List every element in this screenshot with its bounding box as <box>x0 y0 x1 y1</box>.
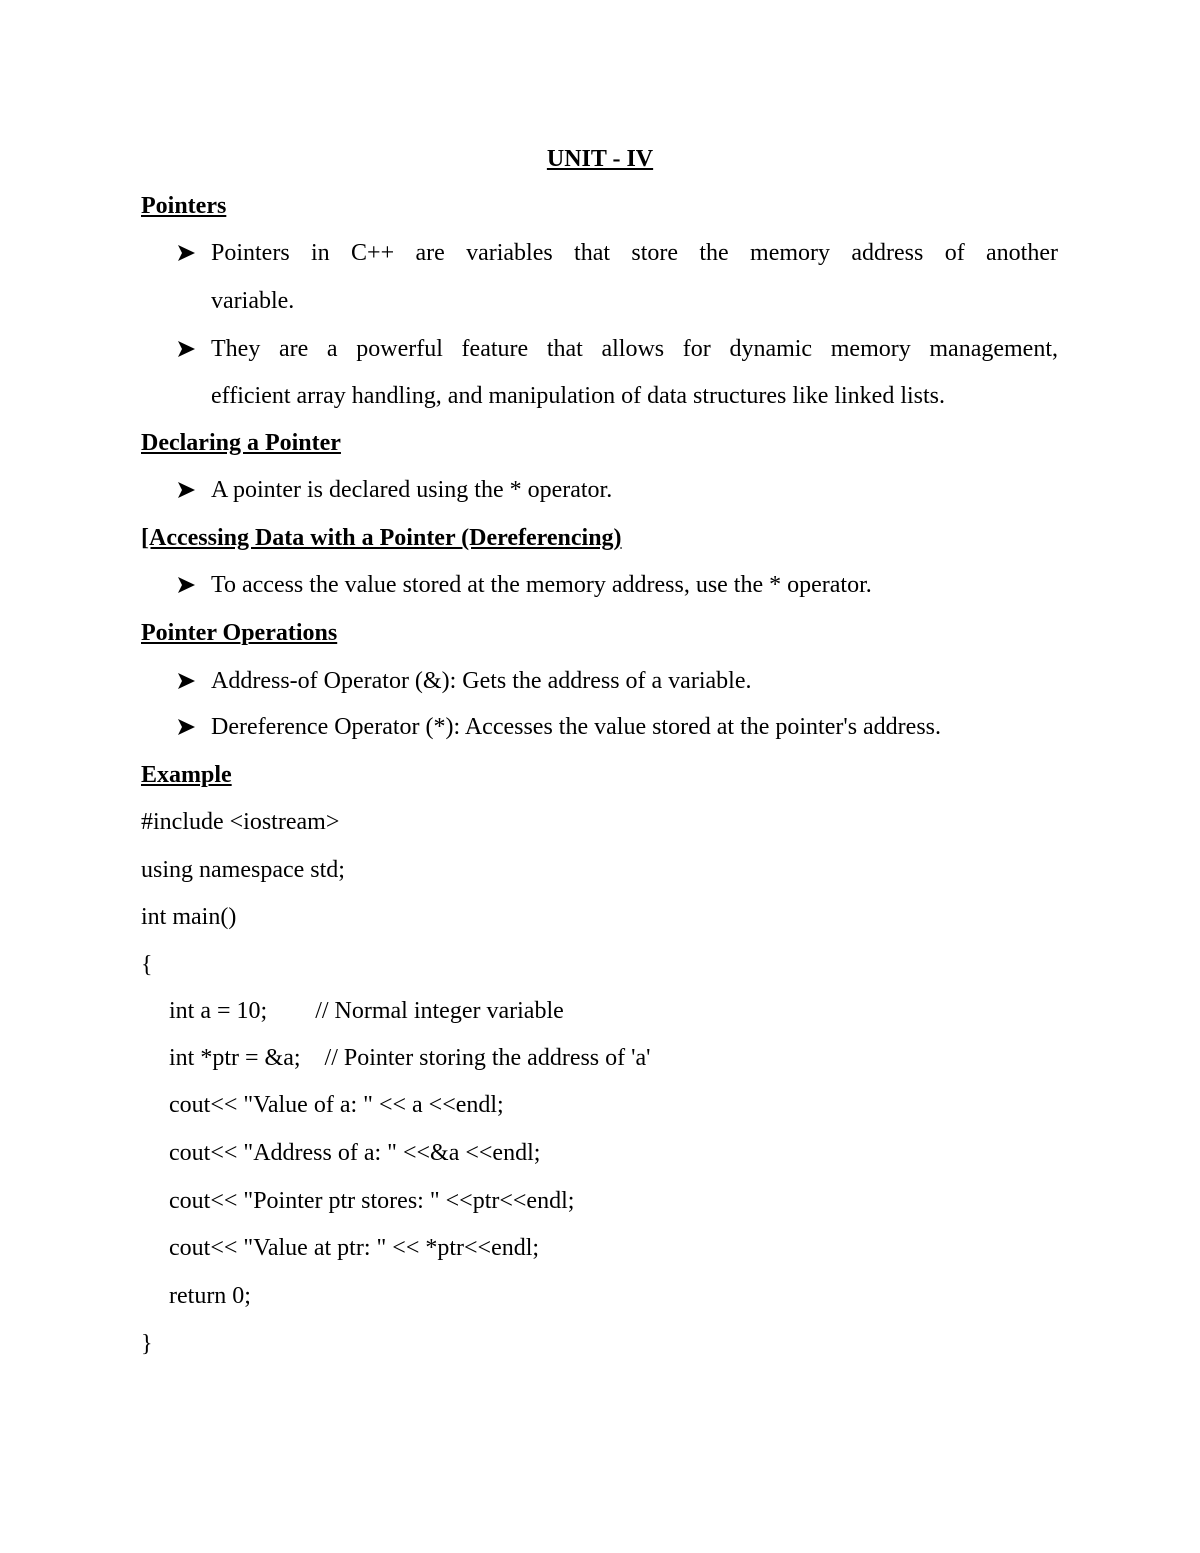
arrowhead-bullet-icon <box>176 666 198 696</box>
arrowhead-bullet-icon <box>176 570 198 600</box>
code-line: } <box>141 1331 153 1357</box>
section-heading-pointers: Pointers <box>141 193 227 219</box>
code-line: cout<< "Address of a: " <<&a <<endl; <box>169 1140 541 1166</box>
bullet-text: efficient array handling, and manipulation of data structures like linked lists. <box>211 383 946 409</box>
bullet-text: Address-of Operator (&): Gets the address of a variable. <box>211 668 752 694</box>
bullet-text: Pointers in C++ are variables that store the memory address of another <box>211 240 1058 266</box>
section-heading-declaring: Declaring a Pointer <box>141 430 341 456</box>
arrowhead-bullet-icon <box>176 475 198 505</box>
code-line: using namespace std; <box>141 857 345 883</box>
bullet-text: To access the value stored at the memory address, use the * operator. <box>211 572 872 598</box>
code-line: cout<< "Value at ptr: " << *ptr<<endl; <box>169 1235 540 1261</box>
bullet-text: Dereference Operator (*): Accesses the value stored at the pointer's address. <box>211 714 942 740</box>
code-line: #include <iostream> <box>141 809 340 835</box>
bullet-text: A pointer is declared using the * operator. <box>211 477 613 503</box>
section-heading-operations: Pointer Operations <box>141 620 338 646</box>
section-heading-accessing: [Accessing Data with a Pointer (Dereferencing) <box>141 525 622 551</box>
arrowhead-bullet-icon <box>176 712 198 742</box>
code-line: return 0; <box>169 1283 251 1309</box>
code-line: { <box>141 952 153 978</box>
arrowhead-bullet-icon <box>176 334 198 364</box>
arrowhead-bullet-icon <box>176 238 198 268</box>
code-line: int a = 10; // Normal integer variable <box>169 998 564 1024</box>
page-title: UNIT - IV <box>546 146 654 172</box>
section-heading-example: Example <box>141 762 232 788</box>
code-line: int *ptr = &a; // Pointer storing the address of 'a' <box>169 1045 651 1071</box>
bullet-text: They are a powerful feature that allows for dynamic memory management, <box>211 336 1058 362</box>
code-line: cout<< "Pointer ptr stores: " <<ptr<<endl; <box>169 1188 575 1214</box>
bullet-text: variable. <box>211 288 295 314</box>
code-line: int main() <box>141 904 237 930</box>
code-line: cout<< "Value of a: " << a <<endl; <box>169 1092 504 1118</box>
